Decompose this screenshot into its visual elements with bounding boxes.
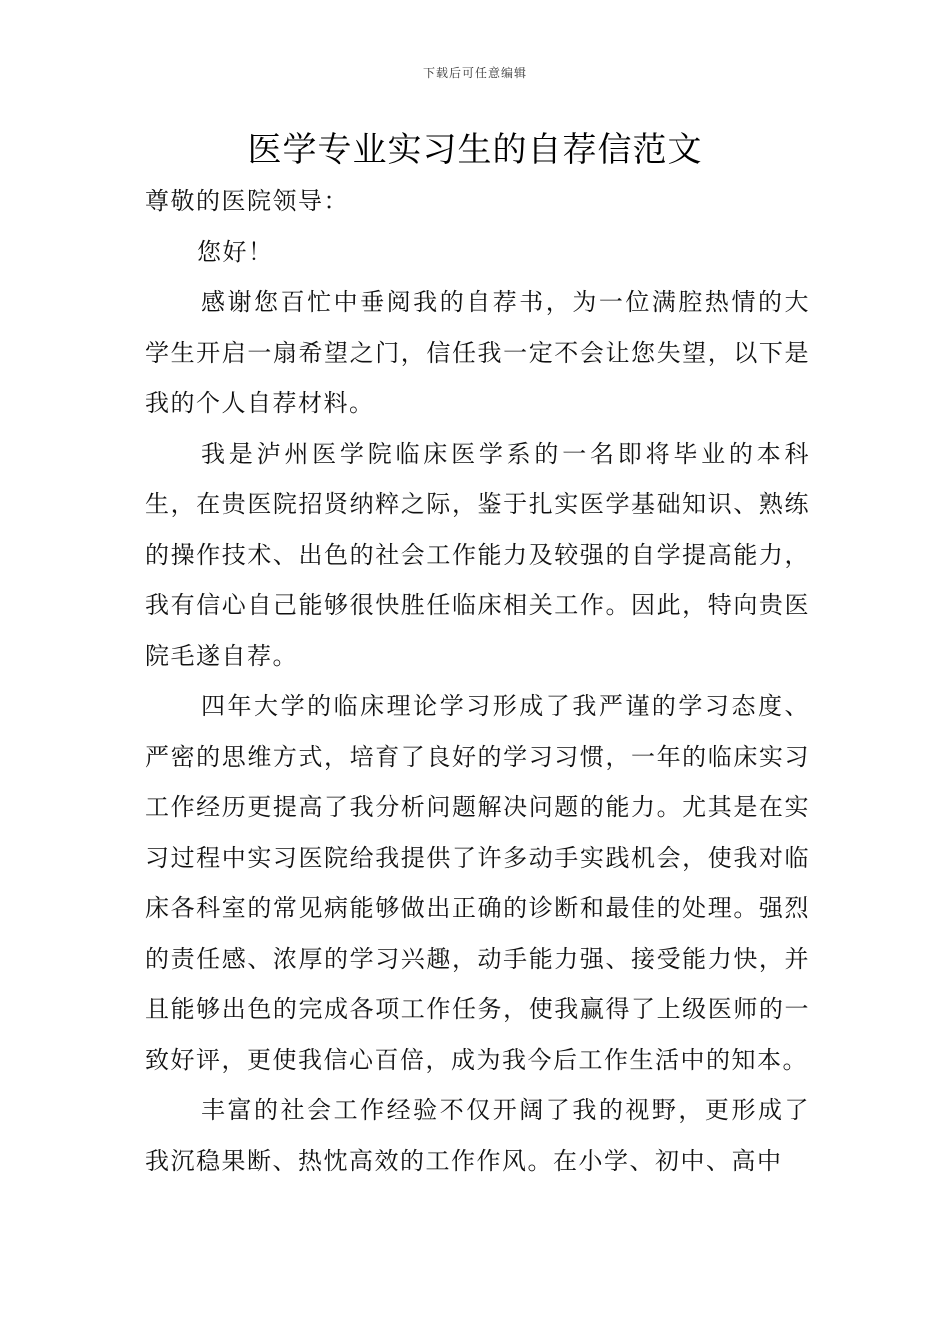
paragraph-study-experience: 四年大学的临床理论学习形成了我严谨的学习态度、严密的思维方式，培育了良好的学习习惯，一年的临床实习工作经历更提高了我分析问题解决问题的能力。尤其是在实习过程中实习医院给我提供了许多动手实践机会，使我对临床各科室的常见病能够做出正确的诊断和最佳的处理。强烈的责任感、浓厚的学习兴趣，动手能力强、接受能力快，并且能够出色的完成各项工作任务，使我赢得了上级医师的一致好评，更使我信心百倍，成为我今后工作生活中的知本。 — [145, 692, 810, 1074]
paragraph-thanks: 感谢您百忙中垂阅我的自荐书，为一位满腔热情的大学生开启一扇希望之门，信任我一定不会让您失望，以下是我的个人自荐材料。 — [145, 288, 810, 417]
salutation: 尊敬的医院领导： — [145, 187, 349, 215]
document-title: 医学专业实习生的自荐信范文 — [247, 130, 703, 170]
greeting: 您好！ — [197, 237, 274, 266]
paragraph-introduction: 我是泸州医学院临床医学系的一名即将毕业的本科生，在贵医院招贤纳粹之际，鉴于扎实医学基础知识、熟练的操作技术、出色的社会工作能力及较强的自学提高能力，我有信心自己能够很快胜任临床相关工作。因此，特向贵医院毛遂自荐。 — [145, 439, 810, 670]
paragraph-social-experience: 丰富的社会工作经验不仅开阔了我的视野，更形成了我沉稳果断、热忱高效的工作作风。在小学、初中、高中 — [145, 1096, 810, 1175]
letter-body — [145, 176, 810, 1186]
header-note: 下载后可任意编辑 — [422, 66, 527, 80]
